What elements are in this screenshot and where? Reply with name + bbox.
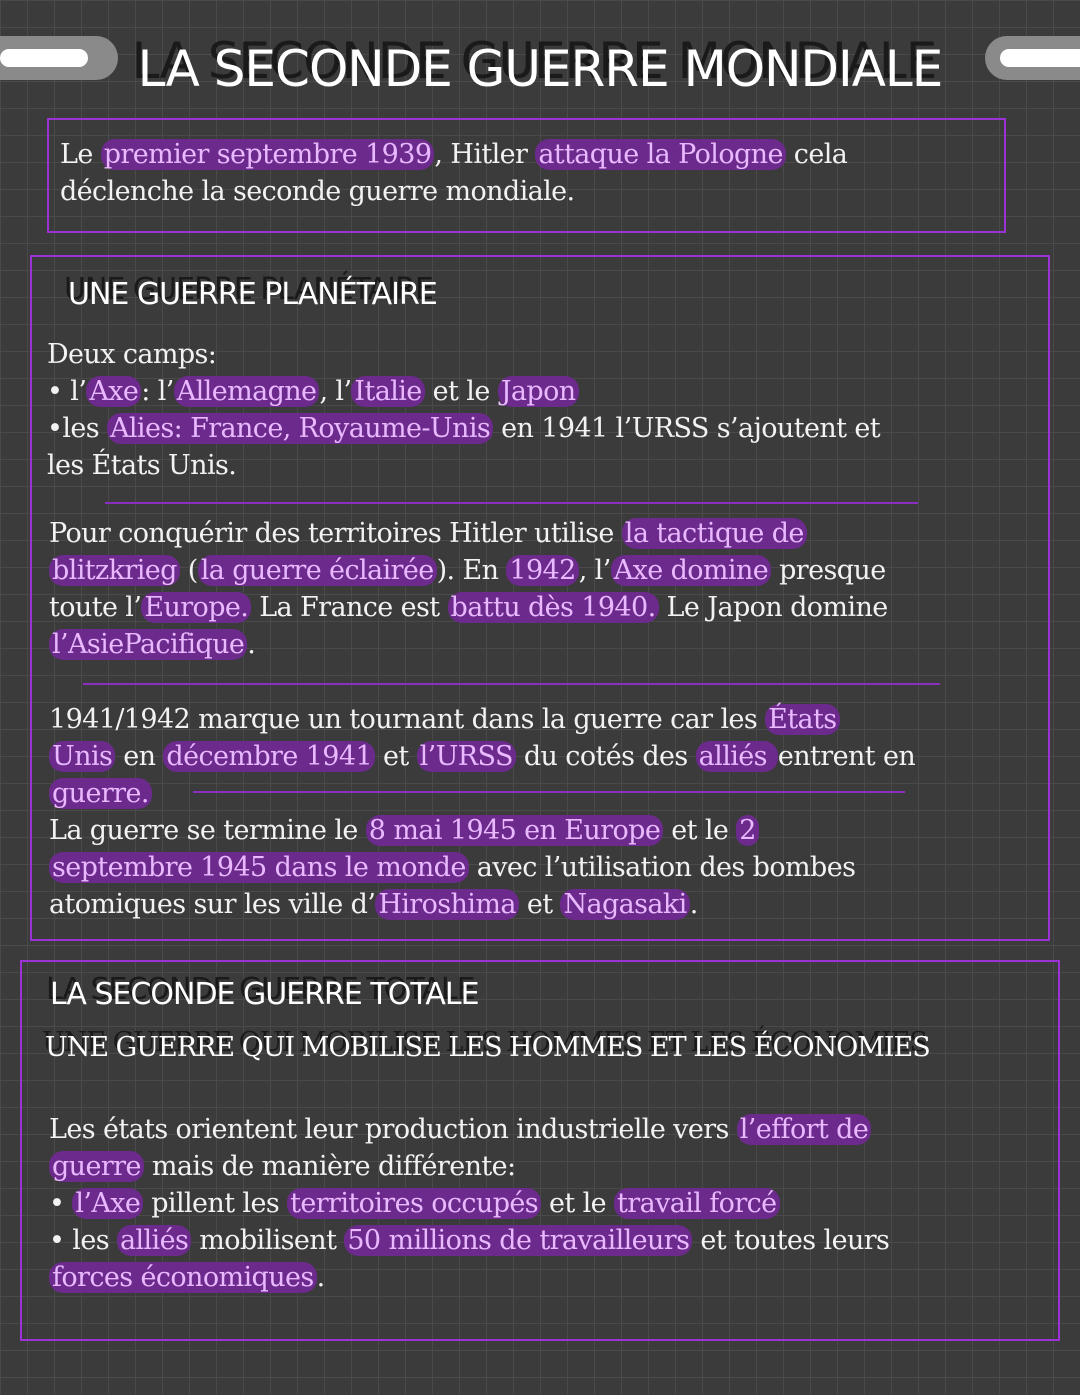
divider bbox=[105, 502, 918, 504]
text-line bbox=[49, 738, 915, 775]
highlighted-text: forces économiques bbox=[49, 1262, 317, 1293]
text-line bbox=[49, 626, 888, 663]
text-segment: presque bbox=[771, 555, 886, 586]
text-segment: les États Unis. bbox=[47, 450, 237, 481]
text-segment: La guerre se termine le bbox=[49, 815, 366, 846]
divider bbox=[193, 791, 905, 793]
highlighted-text: territoires occupés bbox=[287, 1188, 541, 1219]
page-title: LA SECONDE GUERRE MONDIALE bbox=[137, 40, 943, 98]
text-line bbox=[49, 1148, 889, 1185]
tournant-text bbox=[49, 701, 915, 812]
text-segment: La France est bbox=[251, 592, 448, 623]
text-line bbox=[49, 701, 915, 738]
text-segment: , l’ bbox=[578, 555, 611, 586]
text-segment: ( bbox=[179, 555, 198, 586]
text-segment: . bbox=[247, 629, 256, 660]
text-line bbox=[49, 1185, 889, 1222]
highlighted-text: États bbox=[765, 704, 839, 735]
text-segment: déclenche la seconde guerre mondiale. bbox=[60, 176, 575, 207]
highlighted-text: blitzkrieg bbox=[49, 555, 180, 586]
highlighted-text: travail forcé bbox=[614, 1188, 780, 1219]
camps-text bbox=[47, 336, 880, 484]
fin-text bbox=[49, 812, 855, 923]
highlighted-text: 1942 bbox=[506, 555, 578, 586]
highlighted-text: la tactique de bbox=[622, 518, 807, 549]
text-line bbox=[49, 849, 855, 886]
highlighted-text: guerre. bbox=[49, 778, 152, 809]
text-segment: et bbox=[518, 889, 561, 920]
intro-text bbox=[60, 136, 847, 210]
highlighted-text: l’URSS bbox=[417, 741, 516, 772]
text-segment: mais de manière différente: bbox=[143, 1151, 516, 1182]
highlighted-text: Axe bbox=[86, 376, 141, 407]
highlighted-text: alliés bbox=[117, 1225, 191, 1256]
text-segment: Les états orientent leur production industrielle vers bbox=[49, 1114, 737, 1145]
highlighted-text: Japon bbox=[498, 376, 579, 407]
totale-text bbox=[49, 1111, 889, 1296]
text-segment: en 1941 l’URSS s’ajoutent et bbox=[493, 413, 880, 444]
text-segment: atomiques sur les ville d’ bbox=[49, 889, 376, 920]
highlighted-text: Allemagne bbox=[174, 376, 320, 407]
text-segment: et le bbox=[663, 815, 737, 846]
text-segment: Le bbox=[60, 139, 101, 170]
text-segment: • l’ bbox=[47, 376, 87, 407]
text-line bbox=[60, 173, 847, 210]
text-segment: Pour conquérir des territoires Hitler utilise bbox=[49, 518, 622, 549]
text-segment: . bbox=[316, 1262, 325, 1293]
text-segment: du cotés des bbox=[515, 741, 696, 772]
highlighted-text: Hiroshima bbox=[375, 889, 519, 920]
highlighted-text: Italie bbox=[351, 376, 424, 407]
highlighted-text: décembre 1941 bbox=[163, 741, 375, 772]
highlighted-text: Nagasaki bbox=[560, 889, 689, 920]
text-segment: cela bbox=[785, 139, 848, 170]
text-line bbox=[60, 136, 847, 173]
text-line bbox=[49, 812, 855, 849]
text-segment: et toutes leurs bbox=[692, 1225, 890, 1256]
text-segment: mobilisent bbox=[191, 1225, 345, 1256]
highlighted-text: 8 mai 1945 en Europe bbox=[366, 815, 663, 846]
text-segment: • les bbox=[49, 1225, 117, 1256]
section-totale-subheading: UNE GUERRE QUI MOBILISE LES HOMMES ET LES ÉCONOMIES bbox=[45, 1032, 930, 1063]
text-segment: •les bbox=[47, 413, 107, 444]
highlighted-text: Unis bbox=[49, 741, 115, 772]
text-segment: pillent les bbox=[143, 1188, 288, 1219]
text-segment: avec l’utilisation des bombes bbox=[468, 852, 856, 883]
text-segment: : l’ bbox=[141, 376, 174, 407]
text-line bbox=[49, 1111, 889, 1148]
text-segment: entrent en bbox=[777, 741, 916, 772]
highlighted-text: la guerre éclairée bbox=[198, 555, 437, 586]
text-segment: et bbox=[375, 741, 417, 772]
text-line bbox=[49, 515, 888, 552]
text-line bbox=[49, 552, 888, 589]
text-segment: toute l’ bbox=[49, 592, 142, 623]
text-segment: Deux camps: bbox=[47, 339, 217, 370]
section-planetaire-heading: UNE GUERRE PLANÉTAIRE bbox=[68, 277, 437, 312]
highlighted-text: battu dès 1940. bbox=[448, 592, 659, 623]
highlighted-text: Europe. bbox=[141, 592, 251, 623]
text-segment: en bbox=[115, 741, 164, 772]
text-line bbox=[47, 447, 880, 484]
highlighted-text: alliés bbox=[696, 741, 778, 772]
text-segment: et le bbox=[424, 376, 498, 407]
section-totale-heading: LA SECONDE GUERRE TOTALE bbox=[50, 977, 479, 1012]
highlighted-text: 50 millions de travailleurs bbox=[344, 1225, 692, 1256]
text-line bbox=[49, 589, 888, 626]
highlighted-text: septembre 1945 dans le monde bbox=[49, 852, 469, 883]
text-line bbox=[49, 1222, 889, 1259]
text-segment: Le Japon domine bbox=[658, 592, 888, 623]
highlighted-text: l’AsiePacifique bbox=[49, 629, 247, 660]
highlighted-text: attaque la Pologne bbox=[535, 139, 786, 170]
highlighted-text: Alies: France, Royaume-Unis bbox=[107, 413, 493, 444]
text-segment: , l’ bbox=[319, 376, 352, 407]
text-line bbox=[49, 1259, 889, 1296]
text-line bbox=[47, 336, 880, 373]
text-segment: ). En bbox=[436, 555, 507, 586]
text-line bbox=[49, 775, 915, 812]
text-segment: 1941/1942 marque un tournant dans la guerre car les bbox=[49, 704, 766, 735]
text-segment: • bbox=[49, 1188, 73, 1219]
highlighted-text: 2 bbox=[736, 815, 759, 846]
highlighted-text: premier septembre 1939 bbox=[101, 139, 435, 170]
highlighted-text: l’Axe bbox=[72, 1188, 143, 1219]
highlighted-text: Axe domine bbox=[611, 555, 771, 586]
text-segment: et le bbox=[541, 1188, 615, 1219]
highlighted-text: guerre bbox=[49, 1151, 144, 1182]
text-line bbox=[49, 886, 855, 923]
blitz-text bbox=[49, 515, 888, 663]
highlighted-text: l’effort de bbox=[737, 1114, 871, 1145]
text-line bbox=[47, 410, 880, 447]
text-segment: , Hitler bbox=[434, 139, 536, 170]
text-segment: . bbox=[689, 889, 698, 920]
divider bbox=[83, 683, 940, 685]
text-line bbox=[47, 373, 880, 410]
